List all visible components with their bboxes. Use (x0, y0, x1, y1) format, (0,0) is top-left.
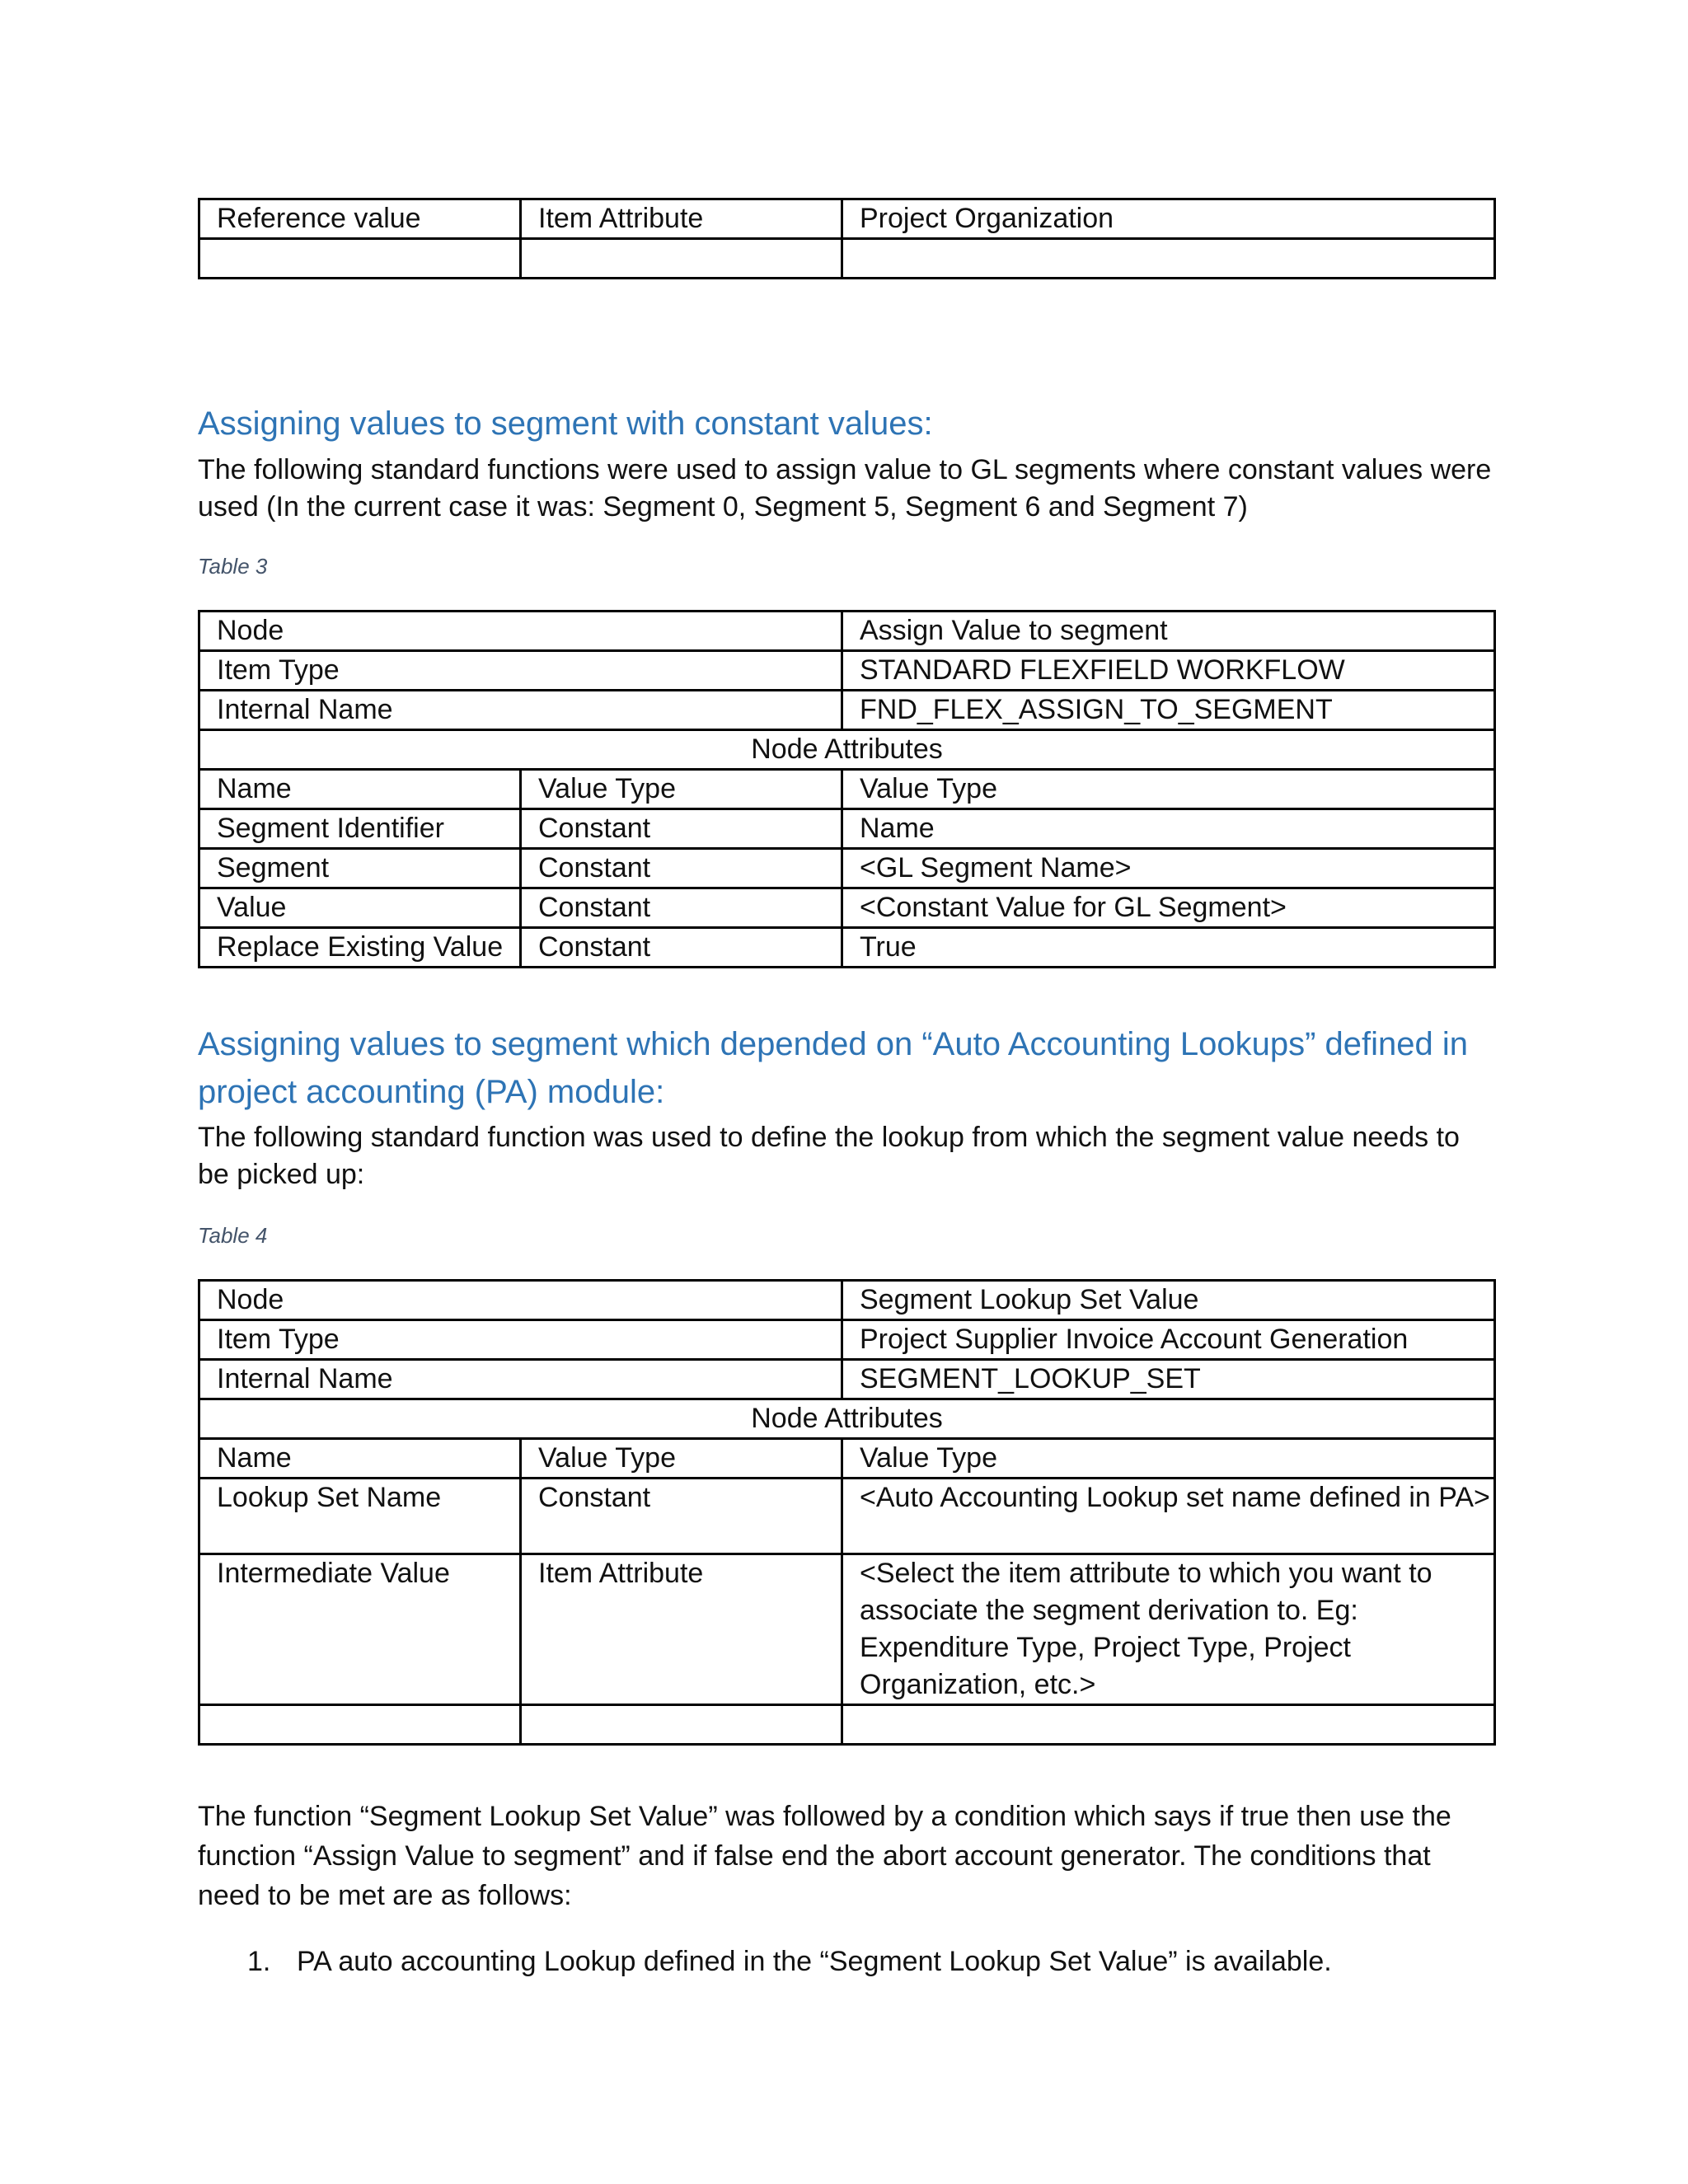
table-cell: <Auto Accounting Lookup set name defined in PA> (842, 1479, 1495, 1554)
table-cell (842, 239, 1495, 279)
section-heading: Assigning values to segment with constant values: (198, 405, 933, 442)
table-cell: Value (199, 888, 521, 928)
table-cell: Value Type (521, 1439, 842, 1479)
table-cell: <GL Segment Name> (842, 849, 1495, 888)
table-cell: Segment (199, 849, 521, 888)
table-cell: FND_FLEX_ASSIGN_TO_SEGMENT (842, 691, 1495, 730)
table-row (199, 809, 1495, 849)
table-cell: Node Attributes (199, 1399, 1495, 1439)
table-cell: <Select the item attribute to which you want to associate the segment derivation to. Eg: Expenditure Type, Project Type, Project Organization, etc.> (842, 1554, 1495, 1705)
table-cell (521, 1705, 842, 1745)
table-cell: Segment Lookup Set Value (842, 1281, 1495, 1320)
table-row (199, 1479, 1495, 1554)
table-caption: Table 3 (198, 554, 268, 579)
table-cell: Constant (521, 928, 842, 968)
table-row (199, 928, 1495, 968)
table-cell: Replace Existing Value (199, 928, 521, 968)
table-cell: Value Type (842, 770, 1495, 809)
table-cell: Node (199, 1281, 842, 1320)
table-cell: Lookup Set Name (199, 1479, 521, 1554)
table-cell: Project Organization (842, 199, 1495, 239)
table-row (199, 239, 1495, 279)
table-row (199, 888, 1495, 928)
table-cell: Node Attributes (199, 730, 1495, 770)
table-cell: Item Type (199, 1320, 842, 1360)
section-paragraph: The following standard function was used to define the lookup from which the segment value needs to be picked up: (198, 1122, 1460, 1190)
table-cell: Node (199, 612, 842, 651)
table-cell (521, 239, 842, 279)
table-row (199, 1439, 1495, 1479)
table-cell (842, 1705, 1495, 1745)
table-cell: Constant (521, 1479, 842, 1554)
table-cell: Item Attribute (521, 1554, 842, 1705)
closing-paragraph: The function “Segment Lookup Set Value” was followed by a condition which says if true then use the function “Assign Value to segment” and if false end the abort account generator. The conditions that need to be met are as follows: (198, 1801, 1451, 1911)
table-cell: Internal Name (199, 1360, 842, 1399)
table-row (199, 849, 1495, 888)
table-cell: Constant (521, 849, 842, 888)
table-cell: Project Supplier Invoice Account Generation (842, 1320, 1495, 1360)
table-cell: <Constant Value for GL Segment> (842, 888, 1495, 928)
table-row (199, 691, 1495, 730)
list-text: PA auto accounting Lookup defined in the “Segment Lookup Set Value” is available. (297, 1946, 1332, 1977)
table-row (199, 730, 1495, 770)
list-number: 1. (247, 1946, 271, 1977)
table-row (199, 1705, 1495, 1745)
table-caption: Table 4 (198, 1223, 268, 1248)
table-cell: Constant (521, 809, 842, 849)
table-cell: Assign Value to segment (842, 612, 1495, 651)
table-cell: Reference value (199, 199, 521, 239)
table-cell: Name (199, 770, 521, 809)
table-row (199, 1281, 1495, 1320)
table-cell: Segment Identifier (199, 809, 521, 849)
table-cell: Internal Name (199, 691, 842, 730)
table-cell: SEGMENT_LOOKUP_SET (842, 1360, 1495, 1399)
table-cell: Name (199, 1439, 521, 1479)
table-cell: STANDARD FLEXFIELD WORKFLOW (842, 651, 1495, 691)
table-cell (199, 239, 521, 279)
table-cell (199, 1705, 521, 1745)
table-cell: Name (842, 809, 1495, 849)
table-row (199, 651, 1495, 691)
section-heading: Assigning values to segment which depended on “Auto Accounting Lookups” defined in project accounting (PA) module: (198, 1026, 1469, 1110)
table-cell: Constant (521, 888, 842, 928)
table-4 (198, 1279, 1496, 1746)
table-cell: Item Type (199, 651, 842, 691)
section-paragraph: The following standard functions were used to assign value to GL segments where constant values were used (In the current case it was: Segment 0, Segment 5, Segment 6 and Segment 7) (198, 454, 1492, 523)
table-row (199, 770, 1495, 809)
table-row (199, 1320, 1495, 1360)
table-row (199, 1399, 1495, 1439)
table-row (199, 199, 1495, 239)
table-cell: Intermediate Value (199, 1554, 521, 1705)
table-cell: Item Attribute (521, 199, 842, 239)
table-row (199, 612, 1495, 651)
table-row (199, 1554, 1495, 1705)
table-row (199, 1360, 1495, 1399)
table-cell: True (842, 928, 1495, 968)
table-cell: Value Type (842, 1439, 1495, 1479)
list-item (198, 1943, 1496, 1980)
table-cell: Value Type (521, 770, 842, 809)
table-top (198, 198, 1496, 279)
table-3 (198, 610, 1496, 968)
